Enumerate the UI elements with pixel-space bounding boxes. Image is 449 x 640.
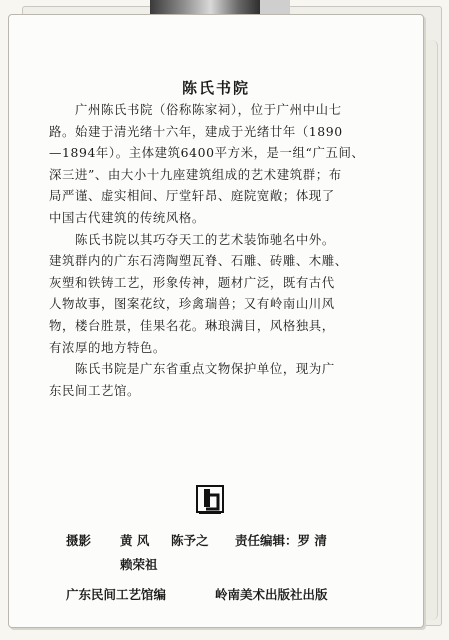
paragraph-1: [49, 99, 379, 229]
photographer-name: 赖荣祖: [120, 557, 158, 572]
text-line: 建筑群内的广东石湾陶塑瓦脊、石雕、砖雕、木雕、: [49, 253, 348, 269]
document-title: 陈氏书院: [181, 79, 250, 97]
text-line: 物，楼台胜景，佳果名花。琳琅满目，风格独具，: [49, 317, 335, 333]
text-line: 广州陈氏书院（俗称陈家祠），位于广州中山七: [75, 102, 342, 117]
publisher-credit: 岭南美术出版社出版: [215, 587, 328, 602]
text-line: —1894年）。主体建筑6400平方米，是一组“广五间、: [49, 145, 365, 161]
photo-label: 摄影: [66, 533, 92, 548]
paragraph-3: [49, 358, 379, 401]
editor-credit: 责任编辑：罗 清: [235, 533, 327, 548]
publisher-logo-icon: [196, 485, 224, 515]
compiler-credit: 广东民间工艺馆编: [66, 587, 167, 602]
text-line: 灰塑和铁铸工艺，形象传神，题材广泛，既有古代: [49, 274, 335, 290]
text-line: 陈氏书院以其巧夺天工的艺术装饰驰名中外。: [75, 231, 335, 247]
text-line: 人物故事，图案花纹，珍禽瑞兽；又有岭南山川风: [49, 296, 335, 312]
text-line: 有浓厚的地方特色。: [49, 339, 166, 355]
photographer-name: 黄 风: [120, 533, 150, 548]
text-line: 路。始建于清光绪十六年，建成于光绪廿年（1890: [49, 123, 343, 139]
text-line: 陈氏书院是广东省重点文物保护单位，现为广: [75, 361, 335, 377]
document-page: [8, 14, 424, 628]
text-line: 深三进”、由大小十九座建筑组成的艺术建筑群；布: [49, 166, 342, 182]
text-line: 局严谨、虚实相间、厅堂轩昂、庭院宽敞；体现了: [49, 188, 335, 204]
text-line: 东民间工艺馆。: [49, 382, 140, 398]
top-photo-strip-edge: [260, 0, 290, 14]
document-body: [49, 99, 379, 401]
paragraph-2: [49, 229, 379, 359]
text-line: 中国古代建筑的传统风格。: [49, 209, 205, 225]
photographer-name: 陈予之: [171, 533, 209, 548]
